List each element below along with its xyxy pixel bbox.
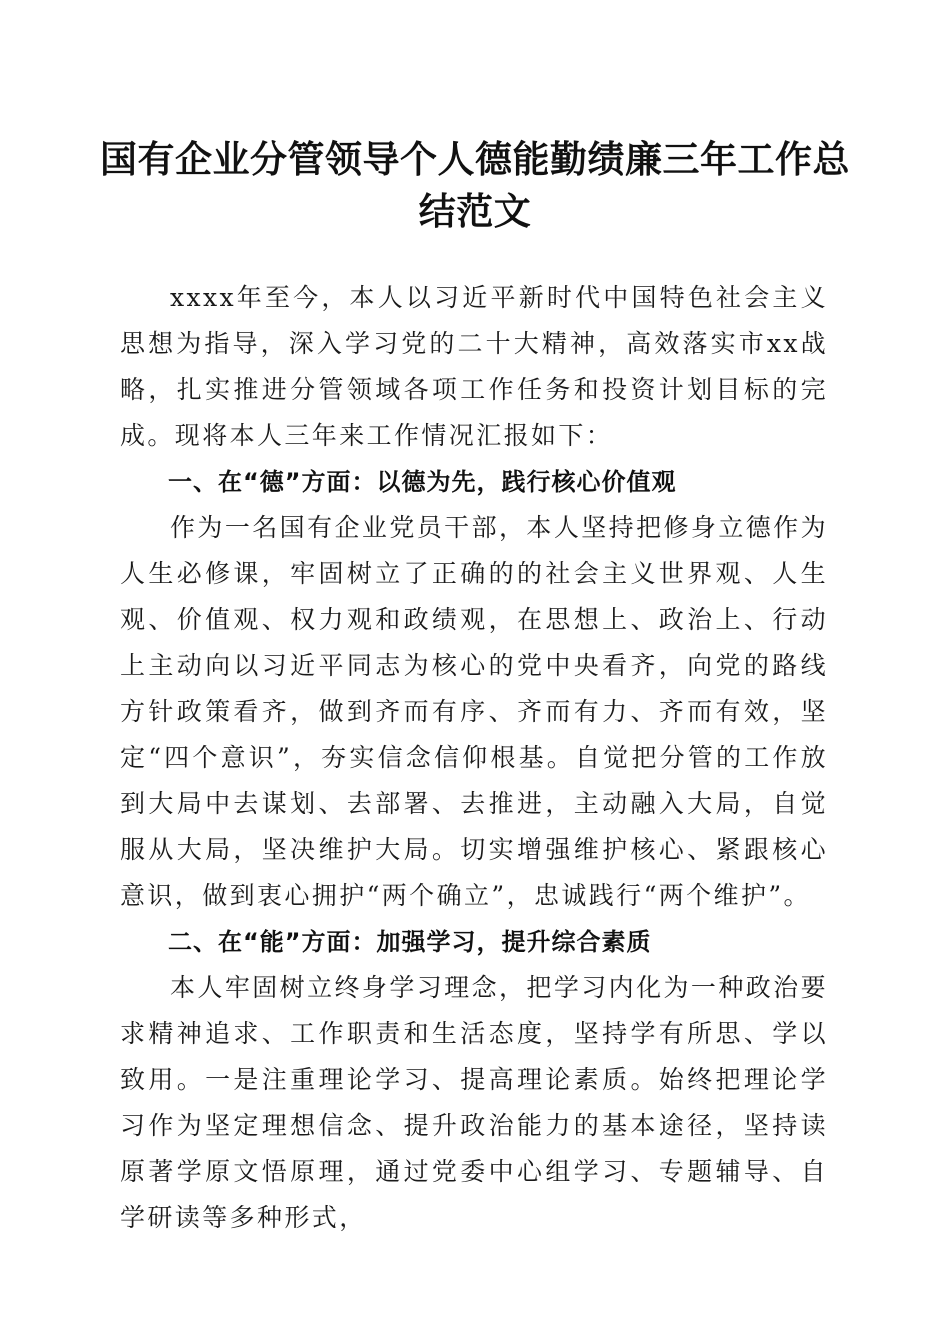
document-body [120, 275, 828, 1241]
section-heading-neng: 二、在“能”方面：加强学习，提升综合素质 [168, 928, 652, 956]
intro-paragraph: xxxx年至今，本人以习近平新时代中国特色社会主义思想为指导，深入学习党的二十大精神，高效落实市xx战略，扎实推进分管领域各项工作任务和投资计划目标的完成。现将本人三年来工作情况汇报如下： [120, 283, 828, 450]
de-paragraph: 作为一名国有企业党员干部，本人坚持把修身立德作为人生必修课，牢固树立了正确的的社会主义世界观、人生观、价值观、权力观和政绩观，在思想上、政治上、行动上主动向以习近平同志为核心的党中央看齐，向党的路线方针政策看齐，做到齐而有序、齐而有力、齐而有效，坚定“四个意识”，夯实信念信仰根基。自觉把分管的工作放到大局中去谋划、去部署、去推进，主动融入大局，自觉服从大局，坚决维护大局。切实增强维护核心、紧跟核心意识，做到衷心拥护“两个确立”，忠诚践行“两个维护”。 [120, 513, 828, 910]
document-title: 国有企业分管领导个人德能勤绩廉三年工作总结范文 [100, 137, 850, 233]
section-heading-de: 一、在“德”方面：以德为先，践行核心价值观 [168, 468, 677, 496]
neng-paragraph: 本人牢固树立终身学习理念，把学习内化为一种政治要求精神追求、工作职责和生活态度，坚持学有所思、学以致用。一是注重理论学习、提高理论素质。始终把理论学习作为坚定理想信念、提升政治能力的基本途径，坚持读原著学原文悟原理，通过党委中心组学习、专题辅导、自学研读等多种形式， [120, 973, 828, 1232]
